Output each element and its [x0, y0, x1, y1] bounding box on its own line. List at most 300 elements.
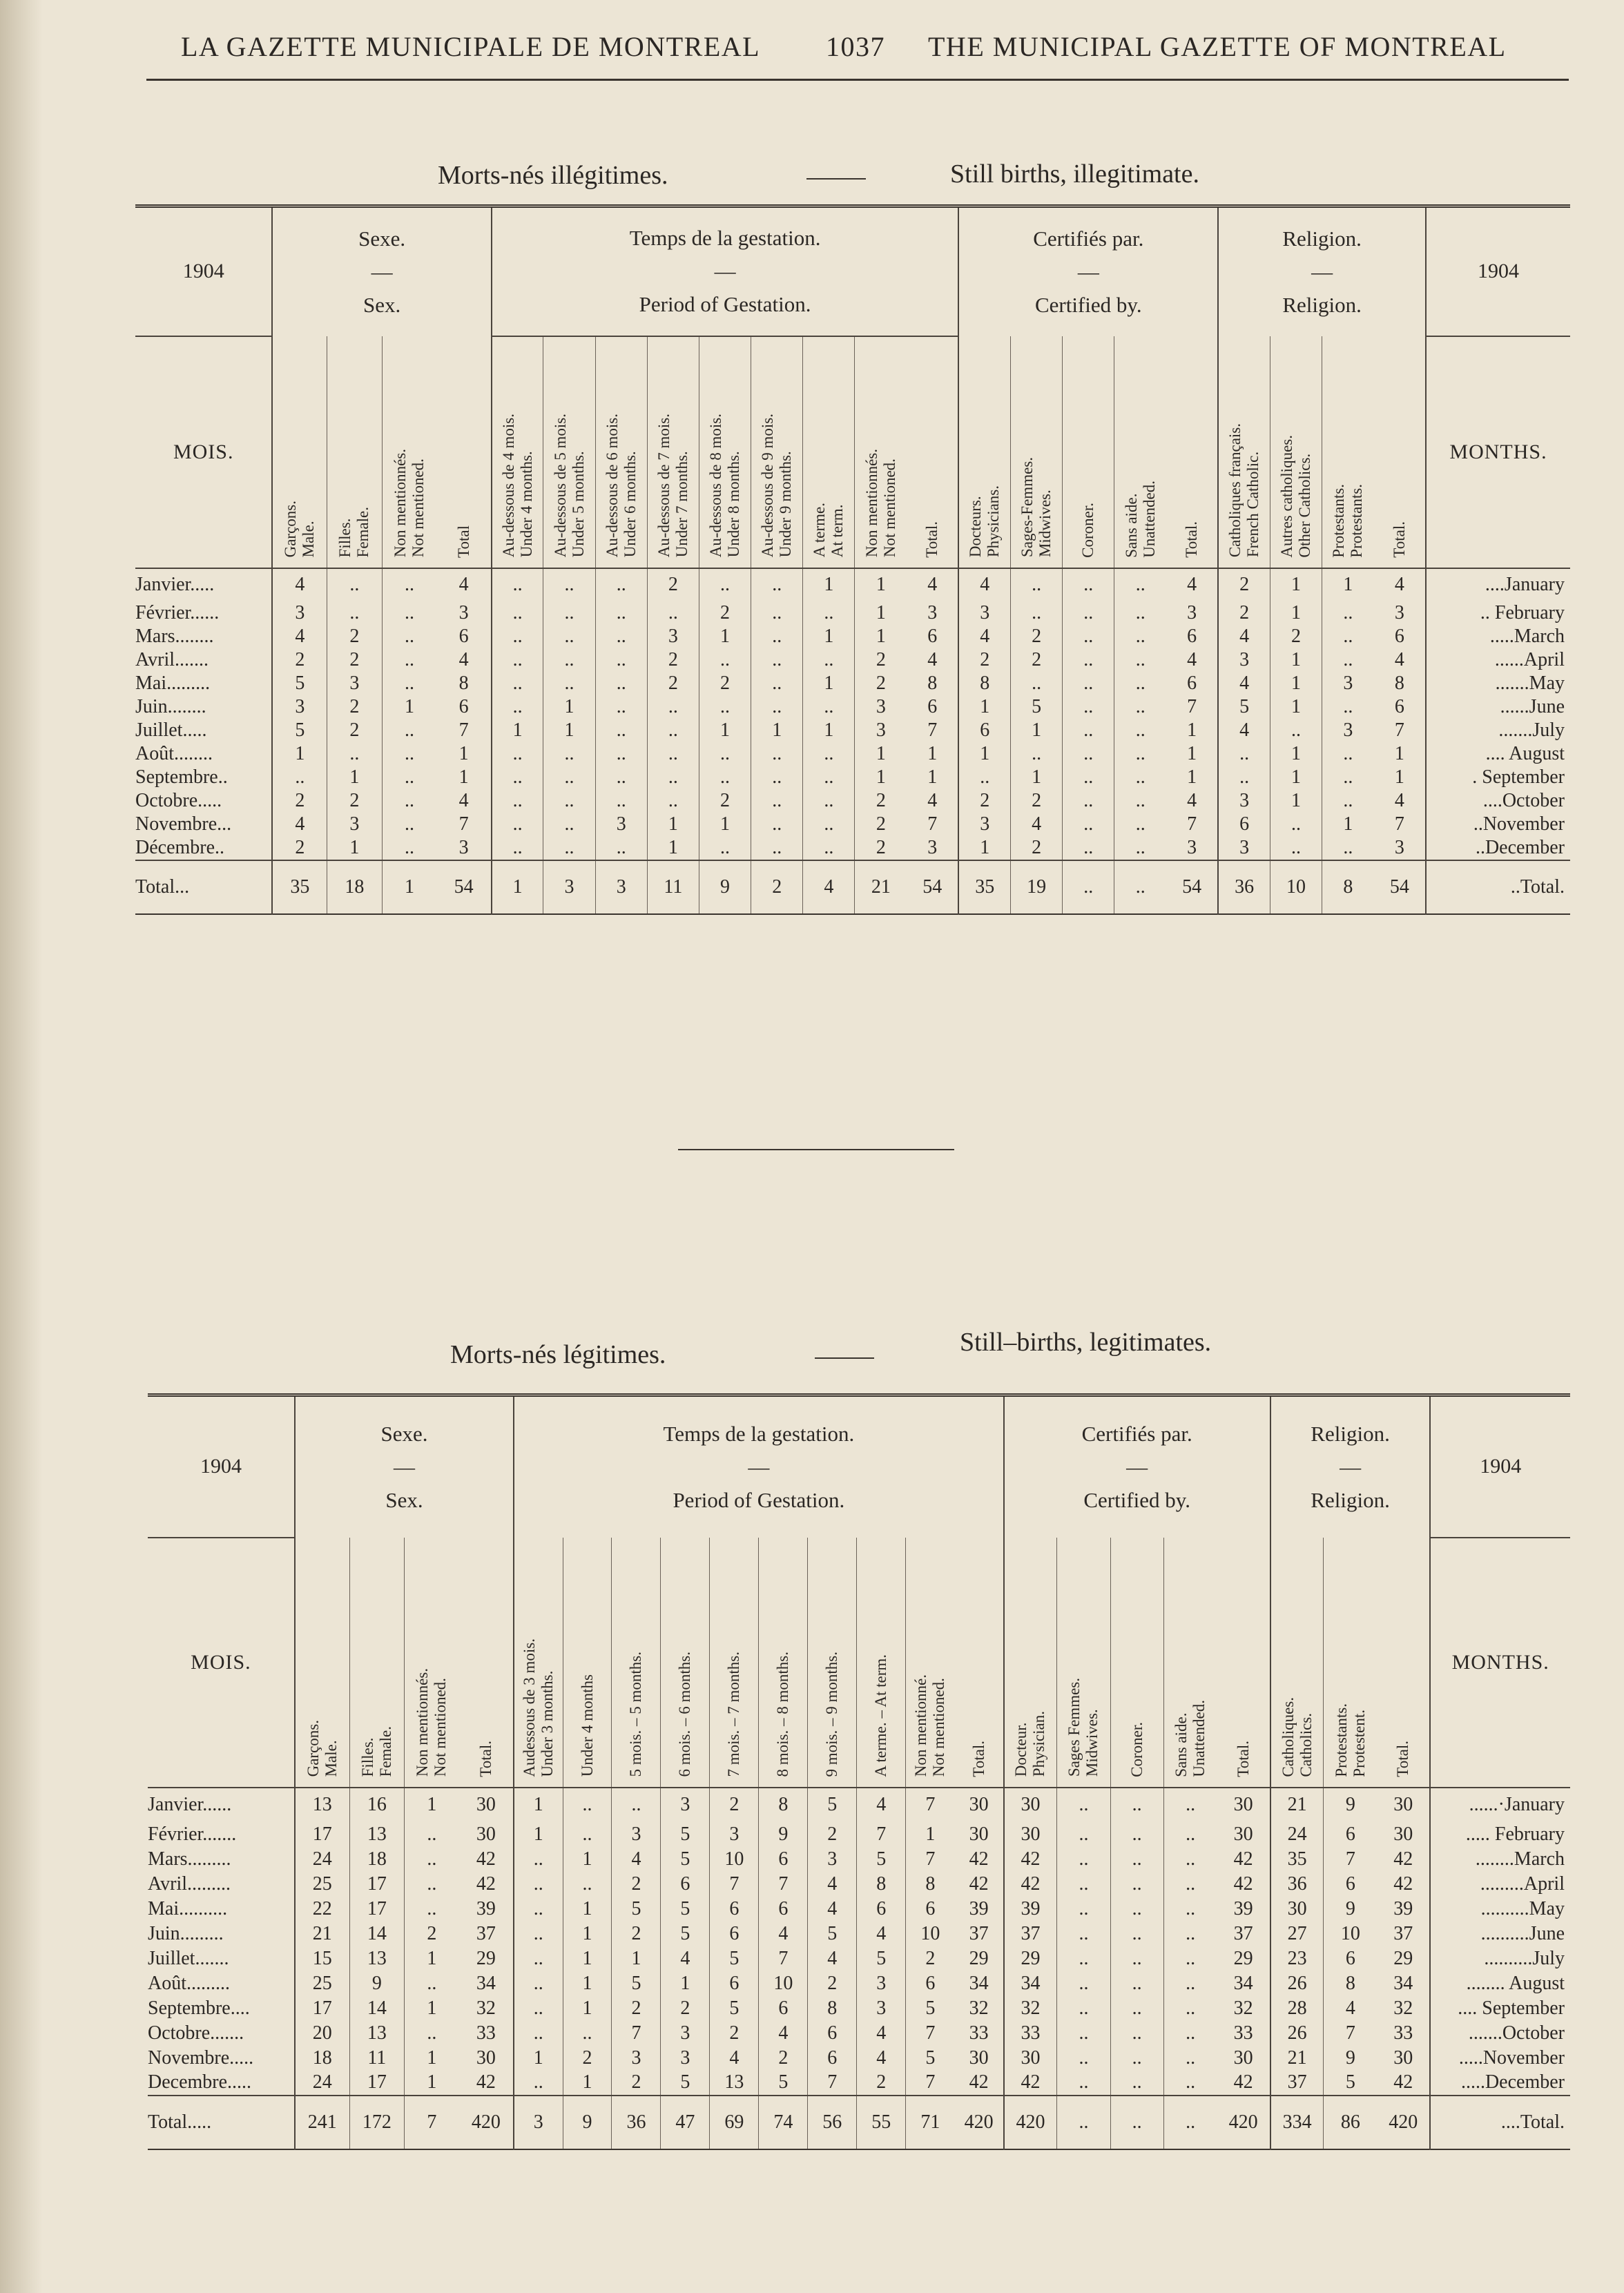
t1-cell: 6	[907, 625, 958, 648]
t1-cell: ..	[543, 568, 595, 601]
t2-month-label-fr: Avril.........	[148, 1872, 295, 1897]
t1-cell: 3	[1166, 601, 1218, 625]
t2-col-header-text	[521, 1638, 557, 1777]
t2-group-religion-dash: —	[1340, 1454, 1362, 1479]
t1-month-label-fr: Octobre.....	[135, 789, 272, 813]
t1-cell: 4	[272, 625, 327, 648]
t2-cell: 3	[661, 1788, 710, 1822]
t1-cell: ..	[492, 813, 543, 836]
t2-cell: 10	[906, 1922, 955, 1946]
t1-cell: ..	[1322, 601, 1374, 625]
t1-cell: ..	[1114, 648, 1166, 672]
t2-cell: 3	[857, 1971, 906, 1996]
t2-cell: 1	[404, 1996, 458, 2021]
t1-col-label-fr: Sans aide.	[1122, 493, 1140, 558]
t2-year-right: 1904	[1430, 1395, 1570, 1538]
t2-col-label-en: Male.	[322, 1740, 340, 1777]
t1-month-row	[135, 813, 1570, 836]
t1-cell: 1	[907, 766, 958, 789]
t1-group-gestation-dash: —	[714, 259, 736, 284]
t2-col-label-fr: A terme. – At term.	[872, 1654, 890, 1777]
t1-cell: ..	[647, 789, 699, 813]
t1-cell: 8	[1322, 860, 1374, 914]
t1-cell: ..	[1270, 813, 1322, 836]
t2-col-header-text	[359, 1726, 395, 1777]
t2-col-header	[1163, 1538, 1217, 1788]
t1-cell: 18	[327, 860, 382, 914]
t2-cell: 39	[459, 1897, 514, 1922]
t1-group-sex-fr: Sexe.	[358, 226, 406, 251]
t1-cell: 2	[699, 601, 751, 625]
t1-cell: 1	[382, 695, 436, 719]
t2-col-header-text	[970, 1741, 988, 1777]
t1-cell: ..	[647, 601, 699, 625]
section-separator	[678, 1149, 954, 1150]
t1-cell: 2	[1270, 625, 1322, 648]
t1-col-label-en: Under 9 months.	[777, 451, 795, 558]
t1-cell: 54	[1166, 860, 1218, 914]
t2-col-label-en: Not mentioned.	[930, 1678, 948, 1777]
t1-cell: ..	[803, 695, 855, 719]
t1-cell: 10	[1270, 860, 1322, 914]
t2-cell: 33	[955, 2021, 1004, 2046]
t2-cell: 4	[808, 1872, 857, 1897]
t2-cell: 4	[710, 2046, 759, 2071]
t2-group-gestation	[514, 1395, 1004, 1538]
t1-col-label-fr: Garçons.	[282, 501, 300, 558]
t1-cell: 2	[855, 836, 907, 860]
t1-cell: ..	[327, 568, 382, 601]
t2-col-label-fr: 8 mois. – 8 months.	[774, 1652, 792, 1777]
t1-cell: ..	[1114, 836, 1166, 860]
t2-col-header	[612, 1538, 661, 1788]
t2-cell: 6	[906, 1897, 955, 1922]
t2-cell: ..	[514, 1946, 563, 1971]
t1-cell: 3	[907, 836, 958, 860]
t2-month-row	[148, 1996, 1570, 2021]
t1-cell: ..	[1011, 568, 1063, 601]
t1-cell: 7	[1374, 813, 1426, 836]
t1-cell: 4	[272, 813, 327, 836]
t1-month-label-fr: Mars........	[135, 625, 272, 648]
t2-cell: 2	[808, 1822, 857, 1847]
t2-cell: ..	[1110, 2071, 1163, 2096]
t2-cell: 1	[612, 1946, 661, 1971]
t2-cell: 4	[808, 1897, 857, 1922]
t2-cell: ..	[1110, 1922, 1163, 1946]
t1-cell: 1	[699, 719, 751, 742]
t1-month-label-en: .......July	[1498, 719, 1565, 741]
t2-cell: ..	[1163, 1996, 1217, 2021]
t1-cell: ..	[1270, 836, 1322, 860]
t2-col-label-en: Catholics.	[1297, 1712, 1315, 1777]
t2-cell: ..	[1110, 1872, 1163, 1897]
t1-cell: 7	[907, 719, 958, 742]
t2-cell: 2	[661, 1996, 710, 2021]
t2-col-header-text	[725, 1652, 743, 1777]
t2-col-header-text	[477, 1741, 495, 1777]
t1-cell: ..	[1322, 766, 1374, 789]
t2-month-row	[148, 1788, 1570, 1822]
t2-cell: 18	[349, 1847, 404, 1872]
t2-month-row	[148, 2021, 1570, 2046]
t1-cell: 54	[1374, 860, 1426, 914]
t2-cell: 18	[295, 2046, 349, 2071]
t1-cell: 2	[1011, 625, 1063, 648]
t2-month-label-en: ..........June	[1480, 1922, 1565, 1944]
t2-cell: 4	[857, 1788, 906, 1822]
t2-cell: 74	[759, 2096, 808, 2149]
t2-cell: 3	[612, 2046, 661, 2071]
t2-cell: 5	[710, 1996, 759, 2021]
t2-cell: ..	[1057, 2021, 1110, 2046]
t2-cell: 30	[1217, 1822, 1270, 1847]
t1-cell: 1	[1270, 568, 1322, 601]
t2-total-row	[148, 2096, 1570, 2149]
t2-cell: ..	[1110, 1996, 1163, 2021]
t1-col-header	[751, 336, 803, 568]
t1-col-header-text	[1226, 423, 1262, 557]
t2-group-sex-dash: —	[393, 1454, 415, 1479]
t2-cell: 2	[563, 2046, 612, 2071]
t1-col-label-en: Unattended.	[1140, 480, 1158, 558]
t1-cell: ..	[595, 648, 647, 672]
t1-col-header-text	[1278, 435, 1314, 558]
t2-col-label-en: Midwives.	[1083, 1709, 1101, 1777]
t1-group-sex	[272, 206, 491, 336]
t2-cell: ..	[1163, 1946, 1217, 1971]
t1-group-gestation-fr: Temps de la gestation.	[629, 226, 821, 251]
t1-cell: 54	[436, 860, 491, 914]
t1-cell: ..	[958, 766, 1010, 789]
t1-cell: 1	[1166, 719, 1218, 742]
header-rule	[146, 79, 1569, 81]
t2-cell: 10	[1324, 1922, 1377, 1946]
t2-cell: 6	[1324, 1872, 1377, 1897]
t2-cell: 5	[808, 1788, 857, 1822]
page-spine-shadow	[0, 0, 43, 2293]
t1-cell: 3	[958, 813, 1010, 836]
t1-cell: 1	[436, 766, 491, 789]
t2-col-label-fr: 7 mois. – 7 months.	[725, 1652, 743, 1777]
t1-title-fr: Morts-nés illégitimes.	[438, 161, 668, 190]
t1-cell: 4	[1011, 813, 1063, 836]
t1-cell: ..	[492, 836, 543, 860]
t1-cell: ..	[382, 672, 436, 695]
t2-cell: 42	[1217, 1872, 1270, 1897]
t1-col-header-text	[1391, 521, 1409, 558]
t1-cell: ..	[327, 601, 382, 625]
t1-cell: ..	[751, 789, 803, 813]
t1-col-label-fr: Au-dessous de 8 mois.	[707, 414, 725, 558]
t1-cell: 1	[1270, 789, 1322, 813]
t1-cell: 1	[543, 719, 595, 742]
t2-cell: 42	[1217, 1847, 1270, 1872]
t1-col-label-fr: Au-dessous de 6 mois.	[603, 414, 621, 558]
t2-cell: 39	[1217, 1897, 1270, 1922]
t1-cell: 1	[1270, 601, 1322, 625]
t2-cell: 4	[759, 1922, 808, 1946]
t2-cell: ..	[1057, 1946, 1110, 1971]
t1-cell: 1	[907, 742, 958, 766]
t2-cell: 30	[1377, 2046, 1430, 2071]
t1-cell: ..	[1114, 672, 1166, 695]
t1-col-header-text	[1123, 481, 1159, 558]
t1-cell: ..	[492, 695, 543, 719]
t2-col-label-fr: Total.	[476, 1740, 494, 1777]
t1-col-header	[699, 336, 751, 568]
t1-cell: 1	[647, 813, 699, 836]
t2-month-row	[148, 2046, 1570, 2071]
t1-col-header	[595, 336, 647, 568]
t2-cell: 1	[563, 1897, 612, 1922]
t1-cell: 4	[958, 625, 1010, 648]
t2-cell: 420	[955, 2096, 1004, 2149]
t2-cell: 30	[459, 1788, 514, 1822]
t2-cell: 7	[710, 1872, 759, 1897]
t2-cell: 9	[1324, 2046, 1377, 2071]
t1-col-header-text	[1183, 521, 1201, 558]
t1-col-header-text	[967, 485, 1003, 557]
t1-cell: ..	[751, 766, 803, 789]
t2-cell: 13	[295, 1788, 349, 1822]
t1-month-label-en: .... August	[1485, 742, 1565, 764]
t1-cell: ..	[595, 625, 647, 648]
t1-cell: 6	[1374, 625, 1426, 648]
t1-cell: ..	[751, 742, 803, 766]
t1-cell: 3	[1218, 836, 1270, 860]
t1-cell: 1	[1322, 813, 1374, 836]
t2-cell: 24	[295, 2071, 349, 2096]
t2-cell: 5	[1324, 2071, 1377, 2096]
t2-cell: ..	[404, 2021, 458, 2046]
t2-col-header	[295, 1538, 349, 1788]
t1-cell: 8	[958, 672, 1010, 695]
t2-cell: 42	[955, 1847, 1004, 1872]
t1-cell: 1	[1166, 766, 1218, 789]
t2-col-label-en: Unattended.	[1190, 1699, 1208, 1777]
t2-column-header-row	[148, 1538, 1570, 1788]
t2-cell: 2	[759, 2046, 808, 2071]
t2-cell: 1	[563, 2071, 612, 2096]
t1-month-label-en: ....January	[1485, 574, 1565, 595]
t1-cell: 35	[958, 860, 1010, 914]
t2-cell: 4	[808, 1946, 857, 1971]
page-number: 1037	[826, 31, 885, 62]
t2-col-label-fr: Non mentionnés.	[414, 1668, 432, 1777]
t1-year-left: 1904	[135, 206, 272, 336]
t1-col-header-text	[336, 507, 372, 557]
t2-cell: 1	[404, 1946, 458, 1971]
t2-cell: 42	[1004, 1847, 1057, 1872]
t1-col-header	[1063, 336, 1114, 568]
t2-month-label-en: .........April	[1480, 1873, 1565, 1895]
t2-cell: 37	[1004, 1922, 1057, 1946]
t2-col-header	[661, 1538, 710, 1788]
t2-cell: 32	[1377, 1996, 1430, 2021]
t2-cell: 8	[1324, 1971, 1377, 1996]
t1-cell: 4	[436, 568, 491, 601]
t2-col-header	[906, 1538, 955, 1788]
t1-cell: 2	[1218, 568, 1270, 601]
t1-month-label-en: .. February	[1480, 601, 1565, 623]
t2-cell: 6	[808, 2021, 857, 2046]
t1-cell: ..	[492, 672, 543, 695]
t2-cell: 1	[404, 2071, 458, 2096]
t2-cell: ..	[1163, 2071, 1217, 2096]
t2-cell: ..	[612, 1788, 661, 1822]
t1-cell: ..	[595, 766, 647, 789]
t2-col-header-text	[414, 1668, 450, 1777]
t2-month-label-fr: Total.....	[148, 2096, 295, 2149]
t1-cell: ..	[543, 625, 595, 648]
t2-month-label-fr: Novembre.....	[148, 2046, 295, 2071]
t1-cell: ..	[1322, 742, 1374, 766]
t2-cell: ..	[1163, 1922, 1217, 1946]
t2-cell: 37	[955, 1922, 1004, 1946]
t2-cell: 37	[1377, 1922, 1430, 1946]
t2-group-sex-en: Sex.	[385, 1487, 423, 1512]
t1-cell: ..	[543, 672, 595, 695]
t1-cell: ..	[1063, 813, 1114, 836]
t2-cell: 37	[1270, 2071, 1324, 2096]
t1-cell: 1	[958, 695, 1010, 719]
t1-cell: ..	[1114, 719, 1166, 742]
t1-title-dash	[806, 178, 866, 180]
t2-col-header	[808, 1538, 857, 1788]
t2-col-header-text	[823, 1652, 841, 1777]
t2-cell: 14	[349, 1996, 404, 2021]
t1-cell: 2	[327, 625, 382, 648]
t2-cell: 2	[404, 1922, 458, 1946]
t1-cell: ..	[595, 568, 647, 601]
t2-col-label-en: Protestent.	[1350, 1709, 1368, 1777]
t2-cell: 334	[1270, 2096, 1324, 2149]
t2-col-label-fr: Protestants.	[1332, 1703, 1350, 1777]
t1-cell: ..	[803, 813, 855, 836]
t1-cell: 1	[855, 742, 907, 766]
t1-cell: 2	[855, 648, 907, 672]
t1-month-row	[135, 789, 1570, 813]
t2-cell: ..	[563, 1788, 612, 1822]
t2-cell: 42	[1217, 2071, 1270, 2096]
t2-cell: ..	[1163, 1897, 1217, 1922]
t1-month-label-fr: Avril.......	[135, 648, 272, 672]
t2-month-label-en: ........March	[1475, 1848, 1565, 1870]
t2-title-dash	[815, 1357, 874, 1359]
t1-cell: ..	[699, 568, 751, 601]
t1-cell: ..	[1063, 648, 1114, 672]
t1-col-label-en: Other Catholics.	[1296, 453, 1313, 558]
t1-month-row	[135, 719, 1570, 742]
t2-cell: ..	[404, 1897, 458, 1922]
t1-col-header-text	[811, 503, 847, 557]
t1-cell: ..	[1114, 742, 1166, 766]
t1-cell: ..	[647, 742, 699, 766]
t1-cell: ..	[543, 648, 595, 672]
t1-cell: 1	[1270, 672, 1322, 695]
t2-col-header-text	[1065, 1678, 1101, 1777]
t1-cell: ..	[382, 813, 436, 836]
t1-cell: 1	[1270, 695, 1322, 719]
t1-group-header-row	[135, 206, 1570, 336]
t1-cell: 2	[751, 860, 803, 914]
t2-cell: 7	[808, 2071, 857, 2096]
t1-col-header-text	[552, 414, 588, 557]
t1-cell: 1	[855, 568, 907, 601]
t1-cell: 6	[436, 625, 491, 648]
t1-month-row	[135, 836, 1570, 860]
t1-cell: ..	[1063, 719, 1114, 742]
t2-cell: ..	[1110, 2021, 1163, 2046]
t1-col-header-text	[392, 449, 427, 557]
t2-cell: 29	[1377, 1946, 1430, 1971]
t2-cell: ..	[1057, 2071, 1110, 2096]
t1-cell: ..	[492, 742, 543, 766]
t1-col-header	[855, 336, 907, 568]
t2-cell: ..	[514, 2021, 563, 2046]
t1-cell: ..	[751, 568, 803, 601]
t2-cell: ..	[563, 2021, 612, 2046]
t1-cell: 2	[1218, 601, 1270, 625]
t2-cell: 1	[563, 1946, 612, 1971]
t2-months-label: MONTHS.	[1430, 1538, 1570, 1788]
t2-cell: 14	[349, 1922, 404, 1946]
t1-cell: ..	[751, 836, 803, 860]
t1-cell: 5	[1011, 695, 1063, 719]
t1-month-label-fr: Décembre..	[135, 836, 272, 860]
t2-cell: ..	[514, 1847, 563, 1872]
t1-col-label-en: Female.	[354, 507, 372, 558]
t2-cell: 32	[1004, 1996, 1057, 2021]
t1-cell: ..	[647, 719, 699, 742]
t2-cell: ..	[1057, 2096, 1110, 2149]
t1-cell: ..	[1322, 836, 1374, 860]
t1-month-label-fr: Novembre...	[135, 813, 272, 836]
t2-cell: 5	[661, 1822, 710, 1847]
t2-col-header-text	[1128, 1722, 1146, 1777]
t2-cell: 4	[857, 1922, 906, 1946]
t2-cell: 23	[1270, 1946, 1324, 1971]
t1-cell: ..	[382, 601, 436, 625]
t1-col-header-text	[500, 414, 536, 557]
t1-cell: 7	[436, 719, 491, 742]
t2-cell: 15	[295, 1946, 349, 1971]
t2-col-header-text	[1012, 1711, 1048, 1777]
t1-month-label-fr: Août........	[135, 742, 272, 766]
t1-col-label-fr: Total.	[1183, 521, 1201, 558]
t1-col-header-text	[455, 525, 473, 558]
t2-cell: 7	[857, 1822, 906, 1847]
t2-cell: 13	[349, 1946, 404, 1971]
t2-cell: 2	[710, 1788, 759, 1822]
t2-cell: ..	[1057, 1897, 1110, 1922]
t1-cell: 3	[327, 813, 382, 836]
t2-group-certified	[1004, 1395, 1270, 1538]
t1-group-sex-en: Sex.	[362, 292, 401, 317]
t1-cell: 36	[1218, 860, 1270, 914]
t1-cell: 35	[272, 860, 327, 914]
t1-cell: ..	[1322, 695, 1374, 719]
t2-cell: 7	[1324, 1847, 1377, 1872]
t1-col-label-fr: Autres catholiques.	[1278, 434, 1295, 558]
t2-col-header	[1110, 1538, 1163, 1788]
t1-cell: ..	[1114, 601, 1166, 625]
t2-col-label-fr: Total.	[1394, 1740, 1412, 1777]
t1-col-label-fr: Coroner.	[1079, 502, 1097, 558]
t2-cell: 30	[1377, 1788, 1430, 1822]
t2-cell: 1	[514, 1788, 563, 1822]
